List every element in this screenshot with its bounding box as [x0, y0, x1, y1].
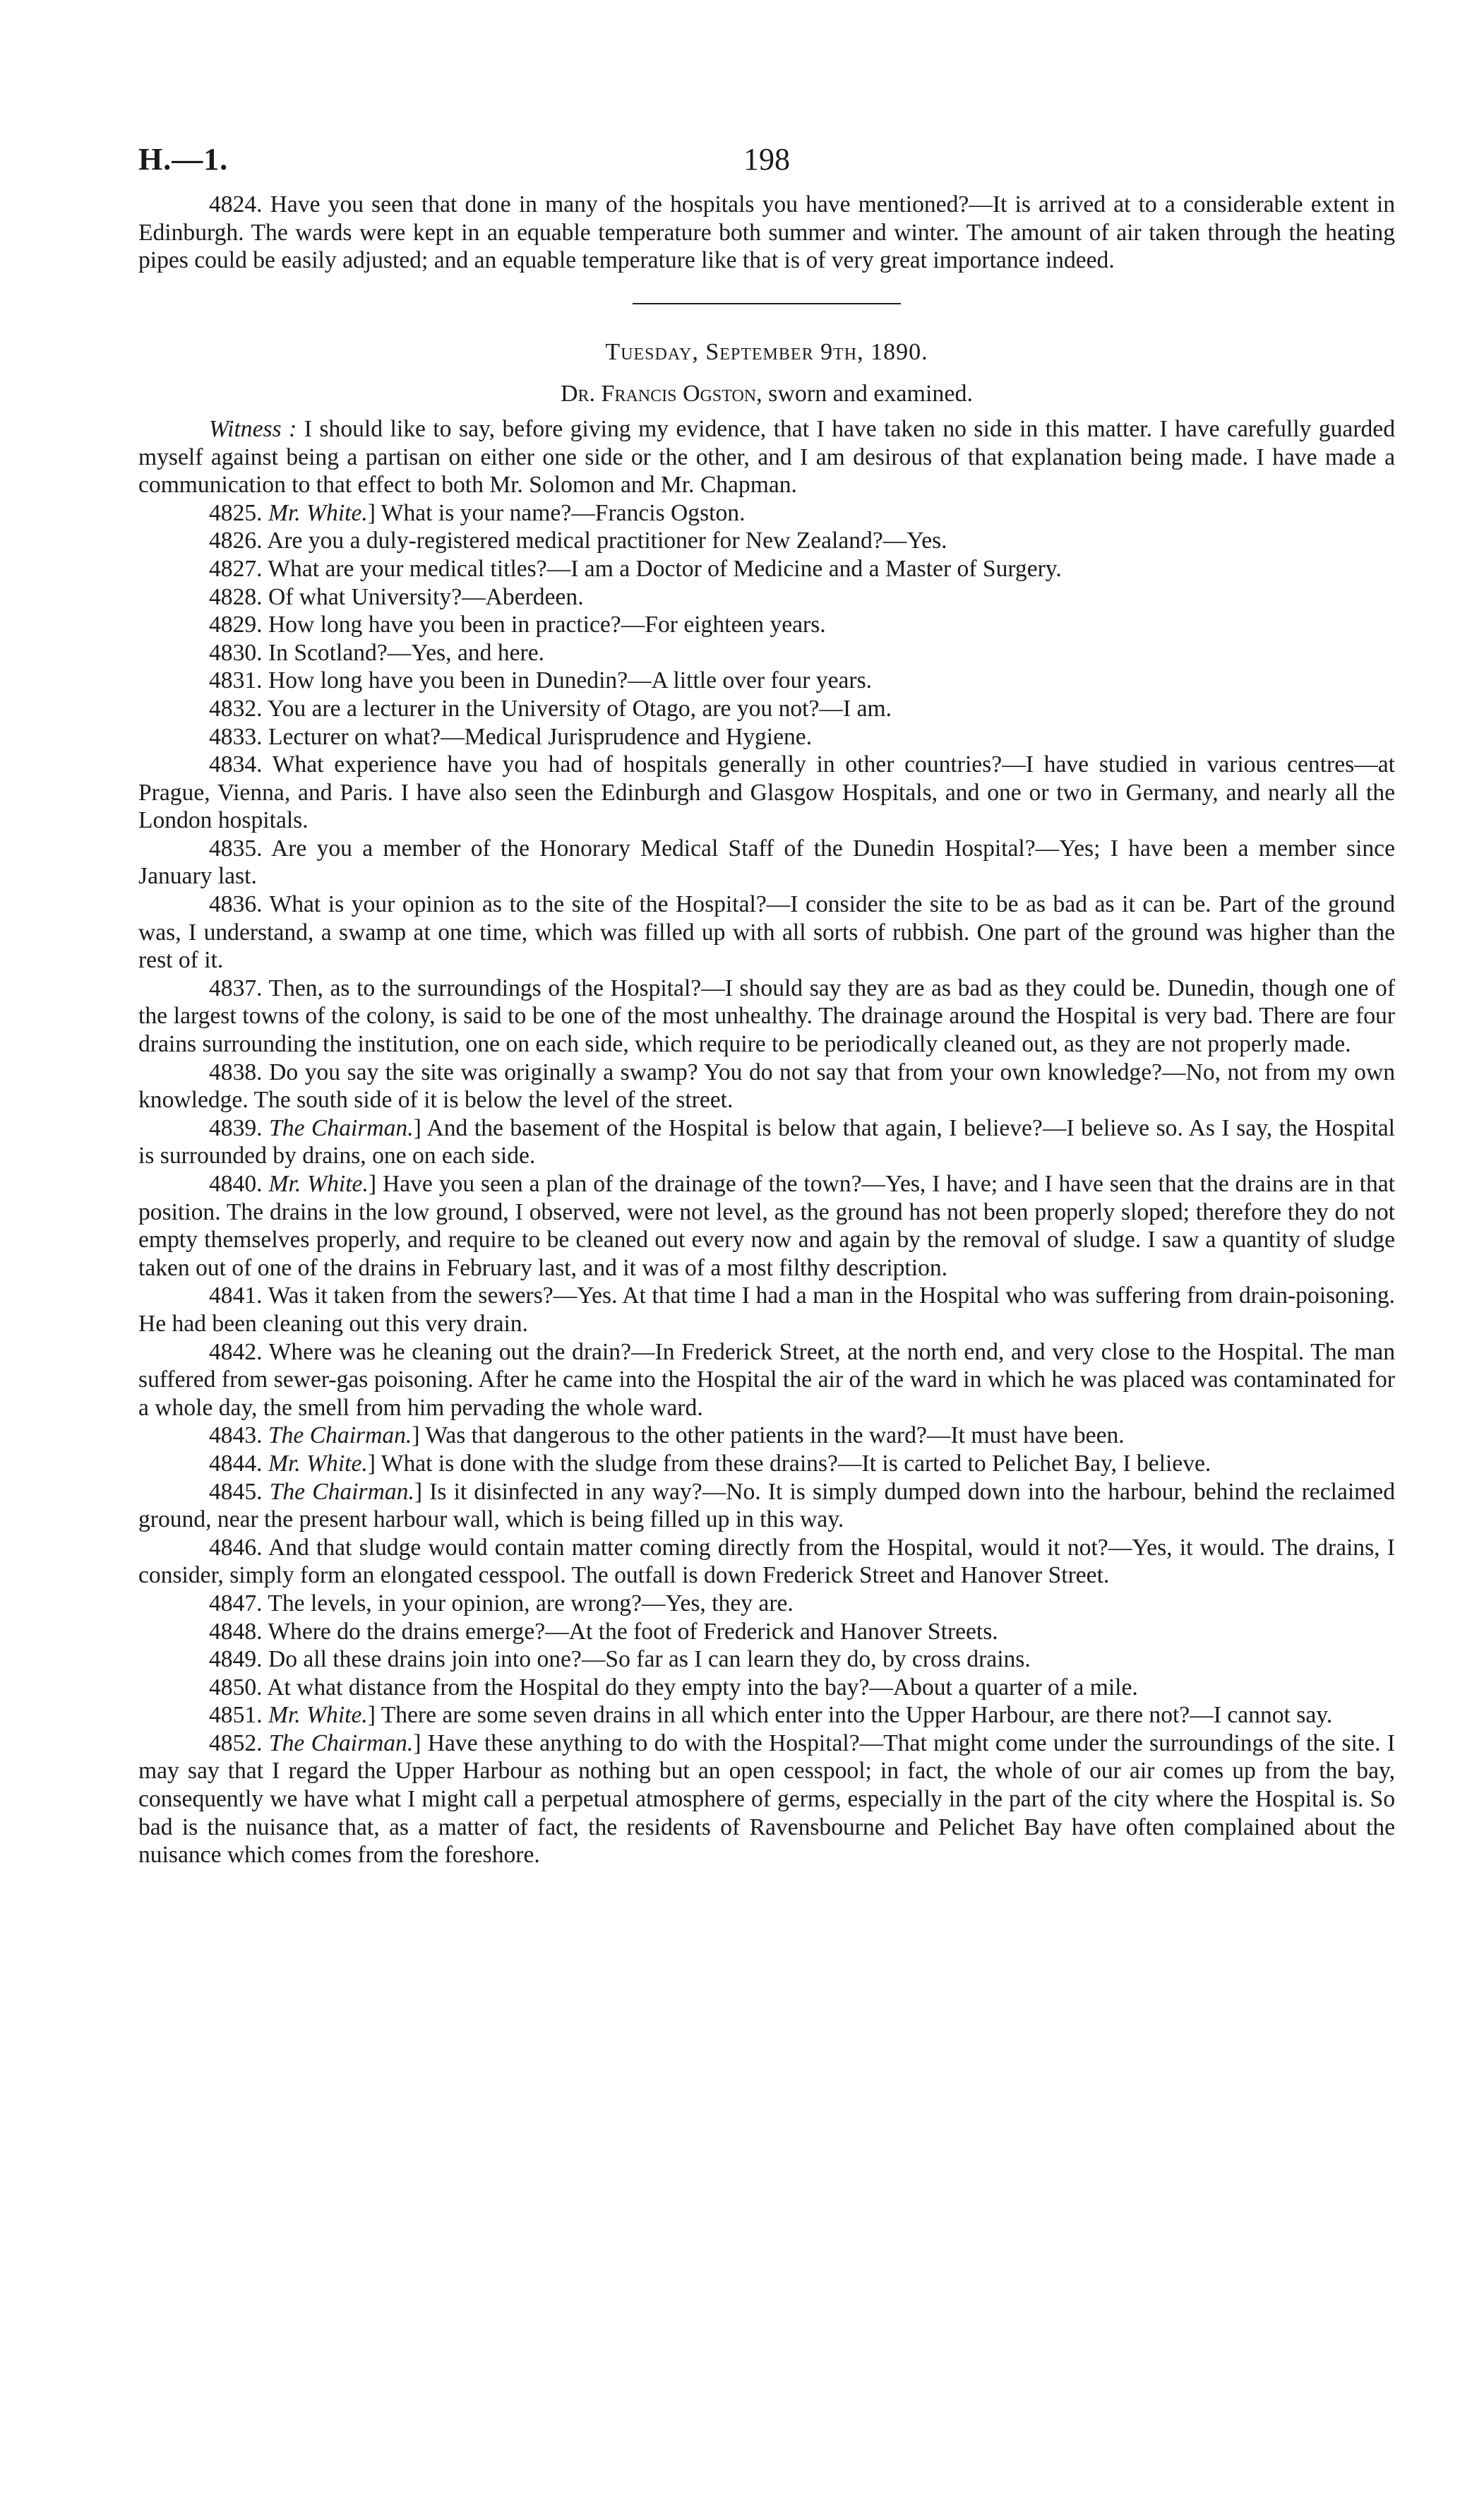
question-number: 4849. [209, 1646, 263, 1673]
question-paragraph [138, 1338, 1395, 1422]
series-number: H.—1. [138, 142, 229, 177]
speaker-name: Mr. White. [268, 1450, 368, 1477]
question-number: 4830. [209, 639, 263, 666]
question-paragraph [138, 1618, 1395, 1646]
question-paragraph: 4839. The Chairman.] And the basement of the Hospital is below that again, I believe?—I believe so. As I say, the Hospital is surrounded by drains, one on each side. [138, 1114, 1396, 1169]
question-number: 4827. [209, 555, 263, 582]
question-number: 4826. [209, 528, 263, 554]
question-text: Have these anything to do with the Hospital?—That might come under the surroundings of the site. I may say that I regard the Upper Harbour as nothing but an open cesspool; in fact, the whole of our air comes up from the bay, consequently we have what I might call a perpetual atmosphere of germs, especially in the part of the city where the Hospital is. So bad is the nuisance that, as a matter of fact, the residents of Ravensbourne and Pelichet Bay have often complained about the nuisance which comes from the foreshore. [138, 1729, 1395, 1869]
question-text: What is done with the sludge from these drains?—It is carted to Pelichet Bay, I believe. [375, 1450, 1211, 1477]
question-number: 4850. [209, 1674, 263, 1701]
speaker-name: Mr. White. [268, 499, 368, 526]
question-text: Where was he cleaning out the drain?—In Frederick Street, at the north end, and very close to the Hospital. The man suffered from sewer-gas poisoning. After he came into the Hospital the air of the ward in which he was placed was contaminated for a whole day, the smell from him pervading the whole ward. [138, 1338, 1395, 1421]
question-text: What are your medical titles?—I am a Doctor of Medicine and a Master of Surgery. [262, 555, 1062, 582]
question-number: 4844. [209, 1450, 263, 1477]
question-number: 4847. [209, 1590, 263, 1616]
question-text: And that sludge would contain matter coming directly from the Hospital, would it not?—Yes, it would. The drains, I consider, simply form an elongated cesspool. The outfall is down Frederick Street and Hanover Street. [138, 1534, 1395, 1589]
question-text: Are you a duly-registered medical practitioner for New Zealand?—Yes. [262, 528, 947, 554]
question-text: In Scotland?—Yes, and here. [262, 639, 545, 666]
statement-text: I should like to say, before giving my evidence, that I have taken no side in this matter. I have carefully guarded myself against being a partisan on either one side or the other, and I am desirous of that explanation being made. I have made a communication to that effect to both Mr. Solomon and Mr. Chapman. [138, 415, 1395, 499]
question-paragraph [138, 583, 1395, 612]
question-text: What is your name?—Francis Ogston. [375, 499, 746, 526]
question-paragraph: 4852. The Chairman.] Have these anything to do with the Hospital?—That might come under the surroundings of the site. I may say that I regard the Upper Harbour as nothing but an open cesspool; in fact, the whole of our air comes up from the bay, consequently we have what I might call a perpetual atmosphere of germs, especially in the part of the city where the Hospital is. So bad is the nuisance that, as a matter of fact, the residents of Ravensbourne and Pelichet Bay have often complained about the nuisance which comes from the foreshore. [138, 1729, 1395, 1869]
witness-statement [138, 415, 1395, 499]
question-paragraph [138, 555, 1395, 583]
witness-heading [138, 380, 1395, 408]
question-text: Is it disinfected in any way?—No. It is simply dumped down into the harbour, behind the reclaimed ground, near the present harbour wall, which is being filled up in this way. [138, 1478, 1395, 1533]
question-number: 4838. [209, 1059, 263, 1085]
section-divider [633, 303, 901, 304]
question-paragraph: 4840. Mr. White.] Have you seen a plan of the drainage of the town?—Yes, I have; and I have seen that the drains are in that position. The drains in the low ground, I observed, were not level, as the ground has not been properly sloped; therefore they do not empty themselves properly, and require to be cleaned out every now and again by the removal of sludge. I saw a quantity of sludge taken out of one of the drains in February last, and it was of a most filthy description. [138, 1171, 1395, 1281]
question-text: Lecturer on what?—Medical Jurisprudence and Hygiene. [262, 723, 813, 750]
question-number: 4842. [209, 1338, 263, 1365]
question-number: 4841. [209, 1282, 263, 1309]
question-number: 4836. [209, 891, 263, 918]
session-date: Tuesday, September 9th, 1890. [605, 338, 928, 365]
question-number: 4845. [209, 1478, 263, 1505]
witness-name: Dr. Francis Ogston, [561, 381, 762, 407]
question-text: How long have you been in practice?—For eighteen years. [262, 612, 826, 638]
question-text: What experience have you had of hospitals generally in other countries?—I have studied in various centres—at Prague, Vienna, and Paris. I have also seen the Edinburgh and Glasgow Hospitals, and one or two in Germany, and nearly all the London hospitals. [138, 751, 1395, 834]
question-text: There are some seven drains in all which enter into the Upper Harbour, are there not?—I cannot say. [375, 1702, 1333, 1729]
question-number: 4828. [209, 583, 263, 610]
question-text: Are you a member of the Honorary Medical Staff of the Dunedin Hospital?—Yes; I have been a member since January last. [138, 835, 1395, 890]
question-number: 4851. [209, 1702, 263, 1729]
question-number: 4837. [209, 975, 263, 1001]
speaker-name: Mr. White. [268, 1171, 369, 1197]
continuation-paragraph: 4824. Have you seen that done in many of the hospitals you have mentioned?—It is arrived at to a considerable extent in Edinburgh. The wards were kept in an equable temperature both summer and winter. The amount of air taken through the heating pipes could be easily adjusted; and an equable temperature like that is of very great importance indeed. [138, 191, 1395, 274]
page-header [138, 141, 1395, 191]
question-paragraph [138, 835, 1395, 891]
question-paragraph: 4825. Mr. White.] What is your name?—Francis Ogston. [209, 499, 746, 526]
question-paragraph [138, 611, 1395, 639]
question-paragraph [138, 751, 1395, 835]
question-paragraph [138, 723, 1395, 751]
question-text: How long have you been in Dunedin?—A little over four years. [262, 667, 873, 694]
question-paragraph [138, 891, 1395, 975]
question-paragraph [138, 1645, 1395, 1674]
question-text: At what distance from the Hospital do they empty into the bay?—About a quarter of a mile. [262, 1674, 1138, 1701]
question-number: 4825. [209, 499, 263, 526]
question-paragraph [138, 527, 1395, 555]
question-text: You are a lecturer in the University of Otago, are you not?—I am. [262, 695, 892, 722]
question-number: 4848. [209, 1618, 263, 1645]
speaker-name: The Chairman. [269, 1114, 414, 1141]
question-text: The levels, in your opinion, are wrong?—Yes, they are. [262, 1590, 794, 1616]
question-paragraph [138, 975, 1395, 1059]
question-text: Of what University?—Aberdeen. [262, 583, 584, 610]
document-page [138, 141, 1395, 1869]
question-number: 4831. [209, 667, 263, 694]
question-paragraph [138, 1282, 1395, 1338]
question-number: 4829. [209, 612, 263, 638]
speaker-name: The Chairman. [269, 1478, 414, 1505]
question-paragraph [138, 667, 1395, 695]
question-paragraph [138, 1674, 1395, 1702]
question-number: 4839. [209, 1114, 263, 1141]
question-number: 4835. [209, 835, 263, 862]
question-text: What is your opinion as to the site of the Hospital?—I consider the site to be as bad as it can be. Part of the ground was, I understand, a swamp at one time, which was filled up with all sorts of rubbish. One part of the ground was higher than the rest of it. [138, 891, 1395, 974]
question-list [138, 499, 1395, 1869]
question-paragraph [138, 1590, 1395, 1618]
question-number: 4832. [209, 695, 263, 722]
question-number: 4843. [209, 1422, 263, 1449]
question-paragraph [138, 1059, 1395, 1114]
question-number: 4852. [209, 1729, 263, 1756]
speaker-name: Mr. White. [268, 1702, 368, 1729]
question-number: 4840. [209, 1171, 263, 1197]
question-paragraph [138, 639, 1395, 667]
question-paragraph [138, 695, 1395, 723]
question-number: 4846. [209, 1534, 263, 1561]
question-number: 4834. [209, 751, 263, 778]
page-number: 198 [743, 142, 790, 177]
witness-status: sworn and examined. [762, 381, 973, 407]
question-text: Do you say the site was originally a swamp? You do not say that from your own knowledge?—No, not from my own knowledge. The south side of it is below the level of the street. [138, 1059, 1395, 1114]
question-text: Where do the drains emerge?—At the foot of Frederick and Hanover Streets. [262, 1618, 998, 1645]
body-text [138, 191, 1395, 1869]
question-text: Do all these drains join into one?—So far as I can learn they do, by cross drains. [262, 1646, 1031, 1673]
question-text: Then, as to the surroundings of the Hospital?—I should say they are as bad as they could be. Dunedin, though one of the largest towns of the colony, is said to be one of the most unhealthy. The drainage around the Hospital is very bad. There are four drains surrounding the institution, one on each side, which require to be periodically cleaned out, as they are not properly made. [138, 975, 1395, 1058]
question-text: Was that dangerous to the other patients in the ward?—It must have been. [419, 1422, 1125, 1449]
question-paragraph: 4851. Mr. White.] There are some seven drains in all which enter into the Upper Harbour, are there not?—I cannot say. [209, 1702, 1333, 1729]
speaker-name: The Chairman. [268, 1729, 414, 1756]
question-text: Have you seen a plan of the drainage of the town?—Yes, I have; and I have seen that the drains are in that position. The drains in the low ground, I observed, were not level, as the ground has not been properly sloped; therefore they do not empty themselves properly, and require to be cleaned out every now and again by the removal of sludge. I saw a quantity of sludge taken out of one of the drains in February last, and it was of a most filthy description. [138, 1171, 1395, 1281]
question-paragraph: 4844. Mr. White.] What is done with the sludge from these drains?—It is carted to Pelichet Bay, I believe. [209, 1450, 1211, 1477]
question-paragraph [138, 1534, 1395, 1590]
question-text: Was it taken from the sewers?—Yes. At that time I had a man in the Hospital who was suffering from drain-poisoning. He had been cleaning out this very drain. [138, 1282, 1395, 1337]
question-paragraph: 4843. The Chairman.] Was that dangerous to the other patients in the ward?—It must have been. [209, 1422, 1125, 1449]
speaker-name: The Chairman. [268, 1422, 412, 1449]
question-number: 4833. [209, 723, 263, 750]
question-text: And the basement of the Hospital is below that again, I believe?—I believe so. As I say, the Hospital is surrounded by drains, one on each side. [138, 1114, 1396, 1169]
statement-label: Witness : [209, 415, 297, 442]
question-paragraph: 4845. The Chairman.] Is it disinfected in any way?—No. It is simply dumped down into the harbour, behind the reclaimed ground, near the present harbour wall, which is being filled up in this way. [138, 1478, 1395, 1533]
